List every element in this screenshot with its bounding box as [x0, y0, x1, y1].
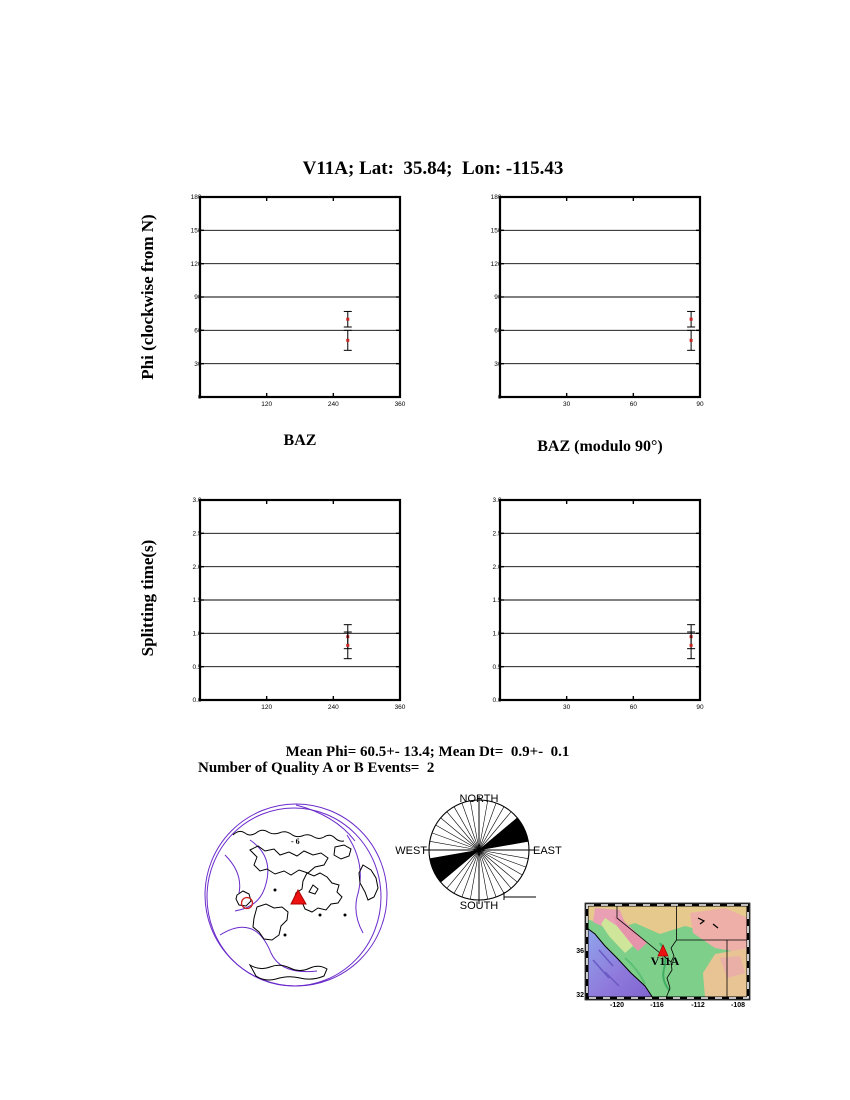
coastline-africa: [253, 904, 288, 940]
y-tick-label: 2.5: [192, 530, 202, 538]
x-tick-label: 240: [327, 401, 339, 408]
rose-label-east: EAST: [533, 845, 562, 857]
rose-label-north: NORTH: [459, 793, 499, 805]
coastline-greenland: [334, 845, 351, 859]
map-ytick-label: 36: [576, 948, 584, 955]
globe-map: [195, 795, 400, 995]
event-circle: [242, 898, 253, 909]
y-tick-label: 0: [497, 394, 502, 402]
coastline-east-blob: [359, 865, 378, 900]
y-tick-label: 120: [190, 260, 202, 268]
data-point-marker: [346, 339, 349, 342]
y-tick-label: 30: [194, 360, 202, 368]
y-tick-label: 180: [490, 194, 502, 202]
y-tick-label: 1.0: [492, 630, 502, 638]
island-dot: [319, 914, 321, 916]
map-station-label: V11A: [650, 954, 680, 968]
globe-annotation: - 6: [291, 837, 300, 846]
y-axis-label-dt: Splitting time(s): [138, 539, 157, 657]
map-xtick-label: -116: [650, 1002, 664, 1009]
data-point-marker: [690, 644, 693, 647]
y-tick-label: 120: [490, 260, 502, 268]
summary-mean-line: Mean Phi= 60.5+- 13.4; Mean Dt= 0.9+- 0.1: [285, 744, 570, 760]
x-tick-label: 60: [629, 704, 637, 711]
x-tick-label: 90: [696, 704, 704, 711]
x-tick-label: 30: [563, 704, 571, 711]
x-axis-label-baz-mod90: BAZ (modulo 90°): [537, 438, 663, 455]
x-tick-label: 120: [261, 401, 273, 408]
y-tick-label: 0: [197, 394, 202, 402]
rose-label-west: WEST: [395, 845, 427, 857]
coastline-arctic: [233, 830, 344, 841]
dt-vs-baz-mod90-plot: [485, 493, 714, 722]
coastline-america: [294, 873, 342, 912]
rose-label-south: SOUTH: [459, 900, 499, 912]
data-point-marker: [690, 339, 693, 342]
map-xtick-label: -108: [730, 1002, 746, 1009]
data-point-marker: [346, 644, 349, 647]
coastline-antarctica: [250, 965, 327, 980]
x-tick-label: 240: [327, 704, 339, 711]
x-tick-label: 120: [261, 704, 273, 711]
y-tick-label: 3.0: [192, 497, 202, 505]
page-title: V11A; Lat: 35.84; Lon: -115.43: [302, 158, 564, 179]
y-tick-label: 0.5: [492, 663, 502, 671]
data-point-marker: [346, 318, 349, 321]
y-tick-label: 60: [494, 327, 502, 335]
y-tick-label: 2.0: [492, 563, 502, 571]
terrain: [587, 905, 748, 998]
y-tick-label: 90: [494, 294, 502, 302]
y-tick-label: 150: [190, 227, 202, 235]
map-xtick-label: -112: [691, 1002, 705, 1009]
y-tick-label: 2.0: [192, 563, 202, 571]
y-tick-label: 150: [490, 227, 502, 235]
x-tick-label: 90: [696, 401, 704, 408]
y-tick-label: 180: [190, 194, 202, 202]
phi-vs-baz-plot: [185, 190, 414, 419]
island-dot: [274, 889, 276, 891]
y-tick-label: 60: [194, 327, 202, 335]
x-tick-label: 360: [394, 401, 406, 408]
x-tick-label: 60: [629, 401, 637, 408]
y-tick-label: 30: [494, 360, 502, 368]
data-point-marker: [690, 318, 693, 321]
plate-boundary-arc: [225, 855, 240, 893]
phi-vs-baz-mod90-plot: [485, 190, 714, 419]
y-tick-label: 1.0: [192, 630, 202, 638]
y-axis-label-phi: Phi (clockwise from N): [138, 214, 157, 380]
y-tick-label: 1.5: [192, 597, 202, 605]
y-tick-label: 3.0: [492, 497, 502, 505]
y-tick-label: 0.5: [192, 663, 202, 671]
station-triangle-globe: [291, 890, 306, 904]
rose-diagram: [385, 785, 565, 920]
island-dot: [344, 914, 346, 916]
y-tick-label: 0.0: [192, 697, 202, 705]
plate-boundary-arc: [220, 927, 317, 971]
map-ytick-label: 32: [576, 992, 584, 999]
y-tick-label: 1.5: [492, 597, 502, 605]
map-xtick-label: -120: [609, 1002, 625, 1009]
x-axis-label-baz: BAZ: [283, 432, 317, 449]
y-tick-label: 90: [194, 294, 202, 302]
y-tick-label: 0.0: [492, 697, 502, 705]
dt-vs-baz-plot: [185, 493, 414, 722]
island-dot: [284, 934, 286, 936]
x-tick-label: 30: [563, 401, 571, 408]
summary-events-line: Number of Quality A or B Events= 2: [198, 760, 435, 776]
x-tick-label: 360: [394, 704, 406, 711]
coastline-island: [309, 885, 318, 894]
region-map: [565, 898, 765, 1013]
y-tick-label: 2.5: [492, 530, 502, 538]
